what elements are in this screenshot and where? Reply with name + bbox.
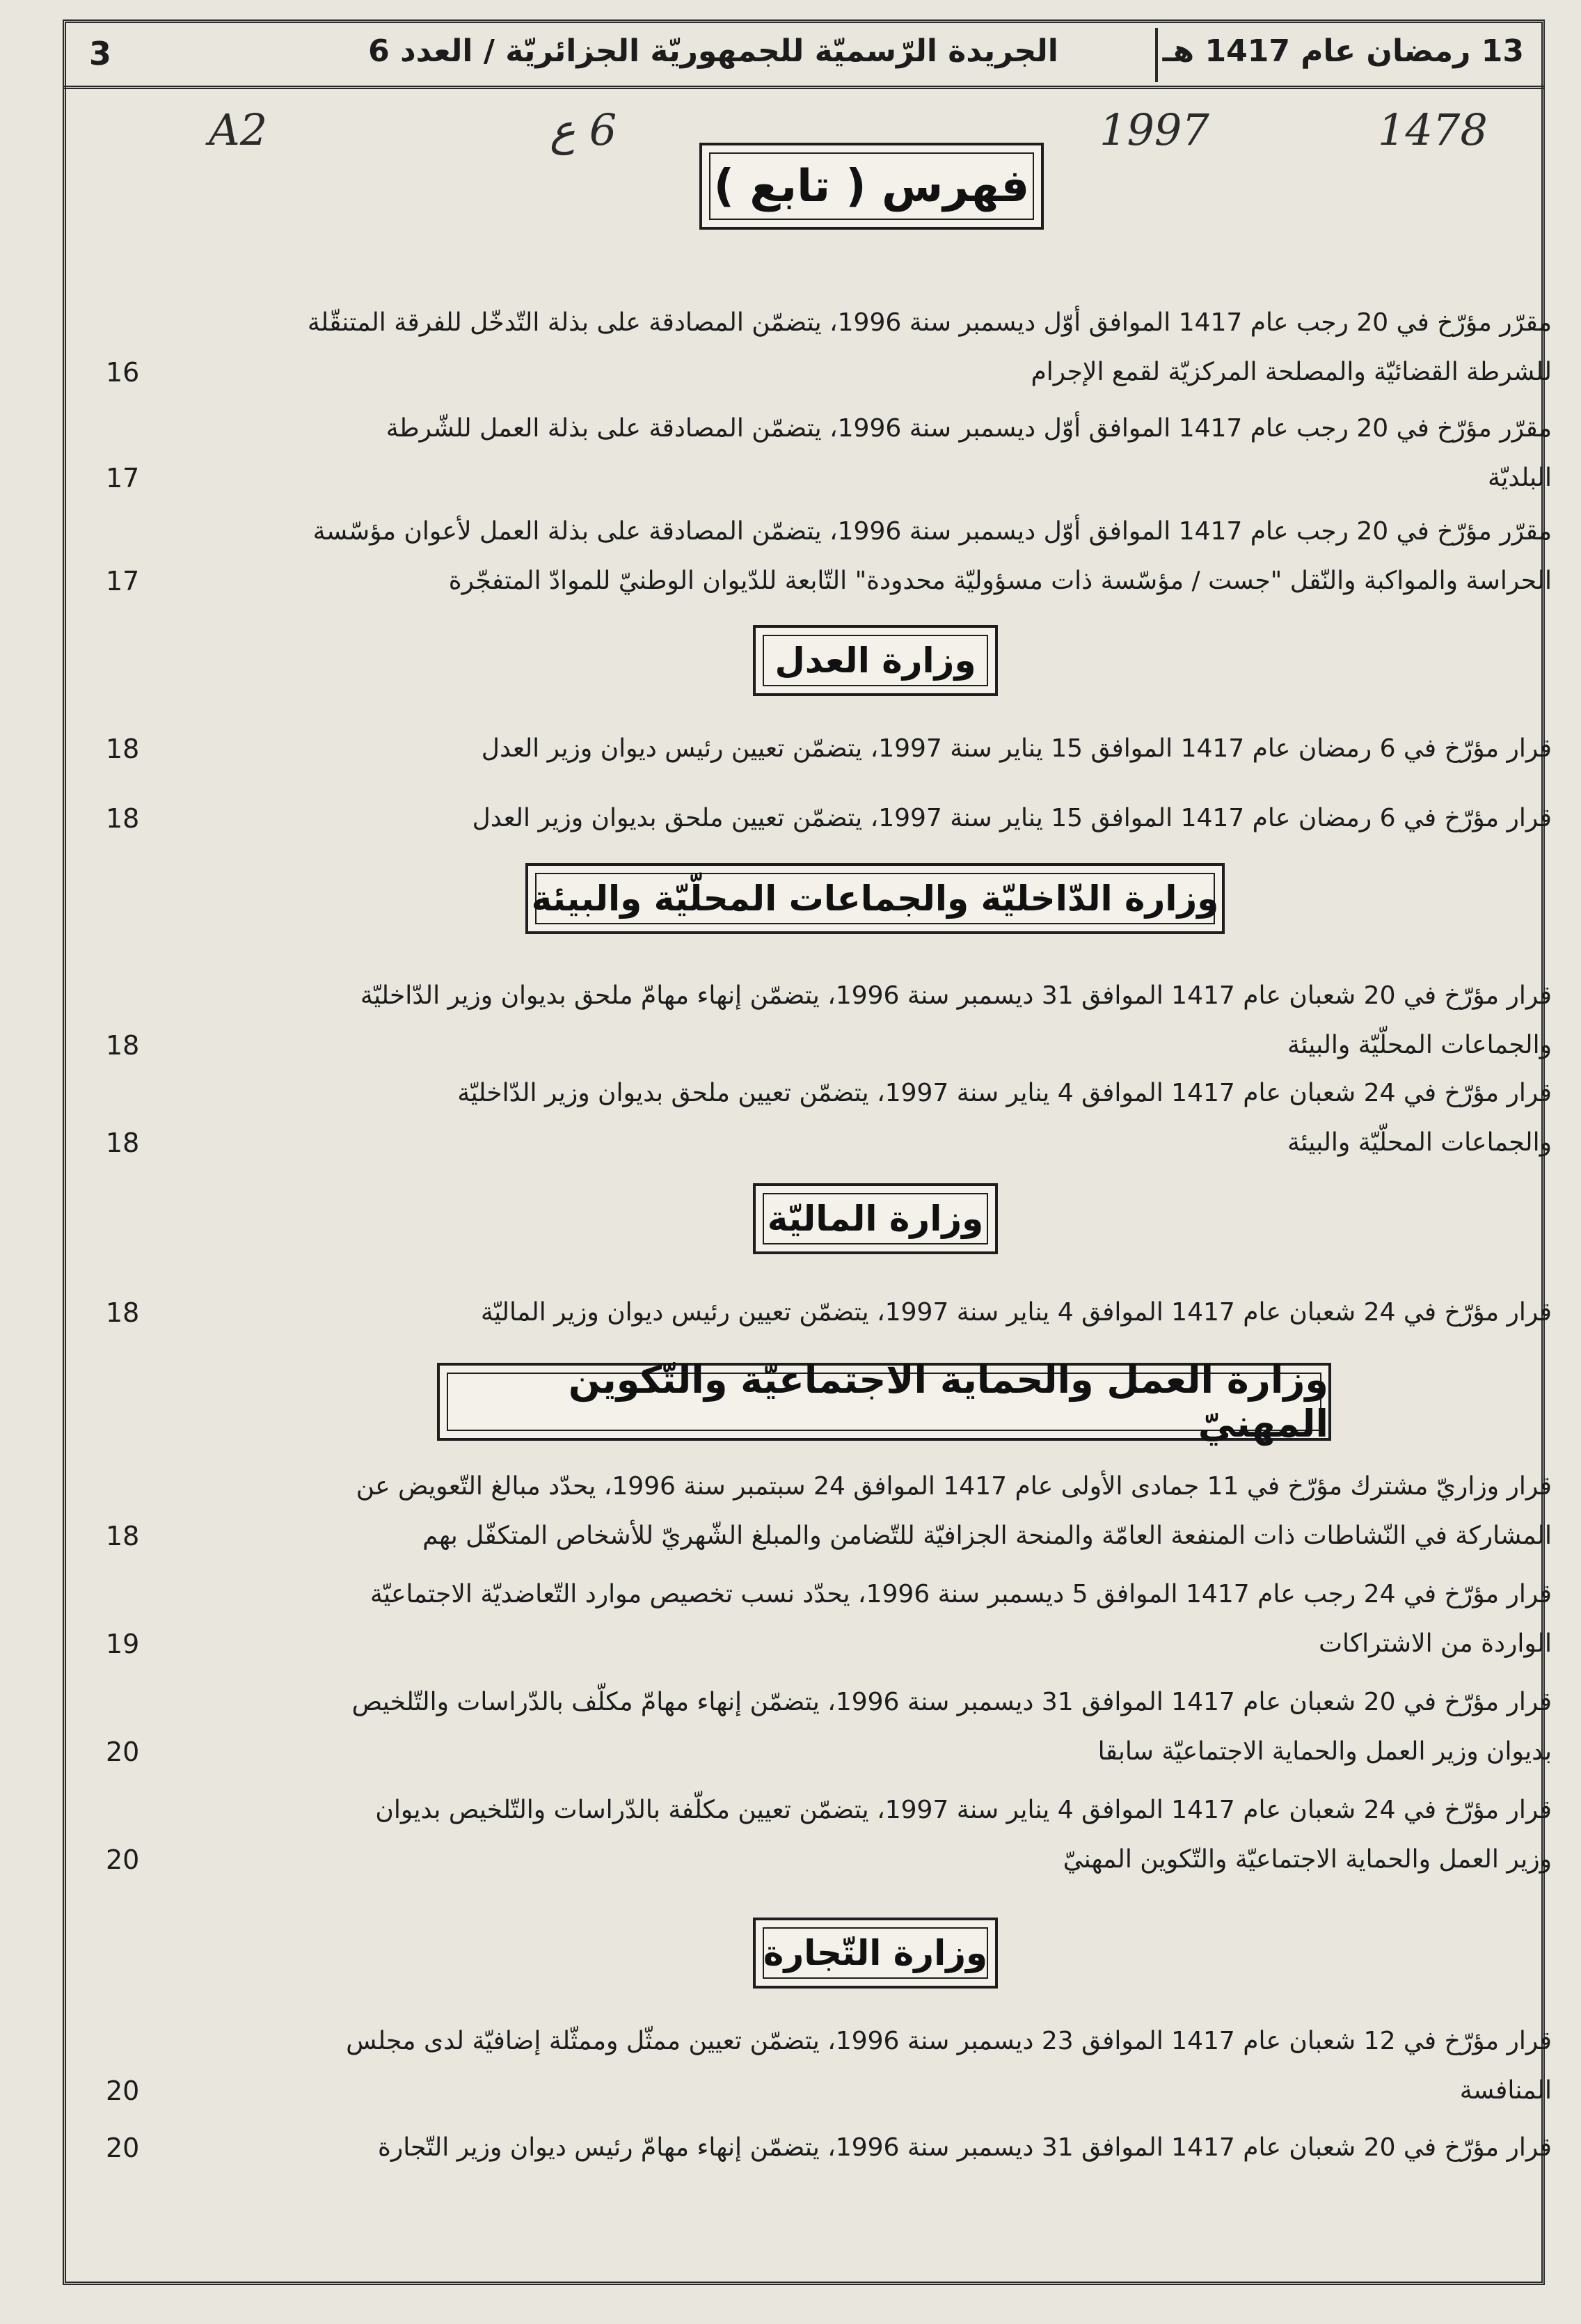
index-title-box <box>699 143 1044 230</box>
annotation-year: 1997 <box>1099 104 1209 155</box>
entry-line: المنافسة <box>1459 2076 1552 2105</box>
entry-line: قرار وزاريّ مشترك مؤرّخ في 11 جمادى الأولى عام 1417 الموافق 24 سبتمبر سنة 1996، يحدّد مبالغ التّعويض عن <box>356 1472 1552 1501</box>
page-number: 3 <box>89 35 112 72</box>
section-title: وزارة التّجارة <box>763 1933 988 1973</box>
entry-line: مقرّر مؤرّخ في 20 رجب عام 1417 الموافق أوّل ديسمبر سنة 1996، يتضمّن المصادقة على بذلة العمل للشّرطة <box>386 414 1552 443</box>
entry-line: قرار مؤرّخ في 20 شعبان عام 1417 الموافق 31 ديسمبر سنة 1996، يتضمّن إنهاء مهامّ رئيس ديوان وزير التّجارة <box>377 2133 1552 2162</box>
entry-line: للشرطة القضائيّة والمصلحة المركزيّة لقمع الإجرام <box>1031 358 1552 386</box>
entry-page-number: 16 <box>106 357 140 388</box>
entry-line: قرار مؤرّخ في 6 رمضان عام 1417 الموافق 15 يناير سنة 1997، يتضمّن تعيين رئيس ديوان وزير العدل <box>481 734 1552 763</box>
section-title-box <box>753 1183 998 1254</box>
entry-page-number: 18 <box>106 734 140 764</box>
entry-page-number: 20 <box>106 2133 140 2163</box>
entry-line: والجماعات المحلّيّة والبيئة <box>1287 1031 1552 1059</box>
section-title-box <box>753 1918 998 1989</box>
entry-line: بديوان وزير العمل والحماية الاجتماعيّة سابقا <box>1097 1737 1552 1766</box>
section-title-box <box>525 863 1225 934</box>
section-title-box <box>753 625 998 696</box>
annotation-number: 1478 <box>1378 104 1488 155</box>
entry-line: مقرّر مؤرّخ في 20 رجب عام 1417 الموافق أوّل ديسمبر سنة 1996، يتضمّن المصادقة على بذلة التّدخّل للفرقة المتنقّلة <box>307 308 1552 337</box>
entry-line: مقرّر مؤرّخ في 20 رجب عام 1417 الموافق أوّل ديسمبر سنة 1996، يتضمّن المصادقة على بذلة العمل لأعوان مؤسّسة <box>312 517 1552 546</box>
entry-page-number: 18 <box>106 1030 140 1061</box>
entry-page-number: 18 <box>106 1297 140 1328</box>
section-title: وزارة العمل والحماية الاجتماعيّة والتّكوين المهنيّ <box>568 1358 1328 1446</box>
issue-date: 13 رمضان عام 1417 هـ <box>1162 33 1524 69</box>
entry-line: المشاركة في النّشاطات ذات المنفعة العامّة والمنحة الجزافيّة للتّضامن والمبلغ الشّهريّ للأشخاص المتكفّل بهم <box>422 1521 1552 1550</box>
entry-page-number: 18 <box>106 803 140 834</box>
entry-line: قرار مؤرّخ في 24 شعبان عام 1417 الموافق 4 يناير سنة 1997، يتضمّن تعيين مكلّفة بالدّراسات والتّلخيص بديوان <box>375 1796 1552 1824</box>
header-divider <box>1155 28 1158 82</box>
section-title: وزارة الدّاخليّة والجماعات المحلّيّة والبيئة <box>531 878 1219 919</box>
entry-line: قرار مؤرّخ في 24 رجب عام 1417 الموافق 5 ديسمبر سنة 1996، يحدّد نسب تخصيص موارد التّعاضديّة الاجتماعيّة <box>370 1580 1552 1608</box>
section-title: وزارة الماليّة <box>767 1199 984 1239</box>
entry-page-number: 17 <box>106 566 140 596</box>
entry-line: قرار مؤرّخ في 24 شعبان عام 1417 الموافق 4 يناير سنة 1997، يتضمّن تعيين ملحق بديوان وزير الدّاخليّة <box>457 1079 1552 1107</box>
entry-page-number: 18 <box>106 1521 140 1551</box>
index-title: فهرس ( تابع ) <box>713 160 1030 212</box>
entry-page-number: 18 <box>106 1128 140 1158</box>
section-title-box <box>437 1358 1331 1446</box>
page-header <box>63 19 1545 89</box>
entry-page-number: 20 <box>106 2076 140 2106</box>
annotation-center: 6 ع <box>550 104 617 155</box>
journal-title: الجريدة الرّسميّة للجمهوريّة الجزائريّة / العدد 6 <box>368 33 1058 69</box>
entry-line: قرار مؤرّخ في 20 شعبان عام 1417 الموافق 31 ديسمبر سنة 1996، يتضمّن إنهاء مهامّ مكلّف بالدّراسات والتّلخيص <box>351 1688 1552 1716</box>
entry-page-number: 17 <box>106 463 140 493</box>
entry-page-number: 20 <box>106 1737 140 1767</box>
entry-page-number: 19 <box>106 1629 140 1659</box>
entry-line: قرار مؤرّخ في 12 شعبان عام 1417 الموافق 23 ديسمبر سنة 1996، يتضمّن تعيين ممثّل وممثّلة إضافيّة لدى مجلس <box>346 2027 1552 2055</box>
entry-line: وزير العمل والحماية الاجتماعيّة والتّكوين المهنيّ <box>1063 1845 1552 1874</box>
entry-line: قرار مؤرّخ في 6 رمضان عام 1417 الموافق 15 يناير سنة 1997، يتضمّن تعيين ملحق بديوان وزير العدل <box>472 804 1552 832</box>
entry-line: البلديّة <box>1488 464 1552 492</box>
entry-line: الواردة من الاشتراكات <box>1319 1629 1552 1658</box>
entry-line: قرار مؤرّخ في 24 شعبان عام 1417 الموافق 4 يناير سنة 1997، يتضمّن تعيين رئيس ديوان وزير الماليّة <box>480 1298 1552 1327</box>
entry-line: والجماعات المحلّيّة والبيئة <box>1287 1128 1552 1157</box>
entry-line: الحراسة والمواكبة والنّقل "جست / مؤسّسة ذات مسؤوليّة محدودة" التّابعة للدّيوان الوطنيّ للموادّ المتفجّرة <box>448 567 1552 595</box>
entry-page-number: 20 <box>106 1844 140 1875</box>
section-title: وزارة العدل <box>774 640 976 681</box>
entry-line: قرار مؤرّخ في 20 شعبان عام 1417 الموافق 31 ديسمبر سنة 1996، يتضمّن إنهاء مهامّ ملحق بديوان وزير الدّاخليّة <box>360 981 1552 1010</box>
annotation-left: A2 <box>209 104 268 155</box>
